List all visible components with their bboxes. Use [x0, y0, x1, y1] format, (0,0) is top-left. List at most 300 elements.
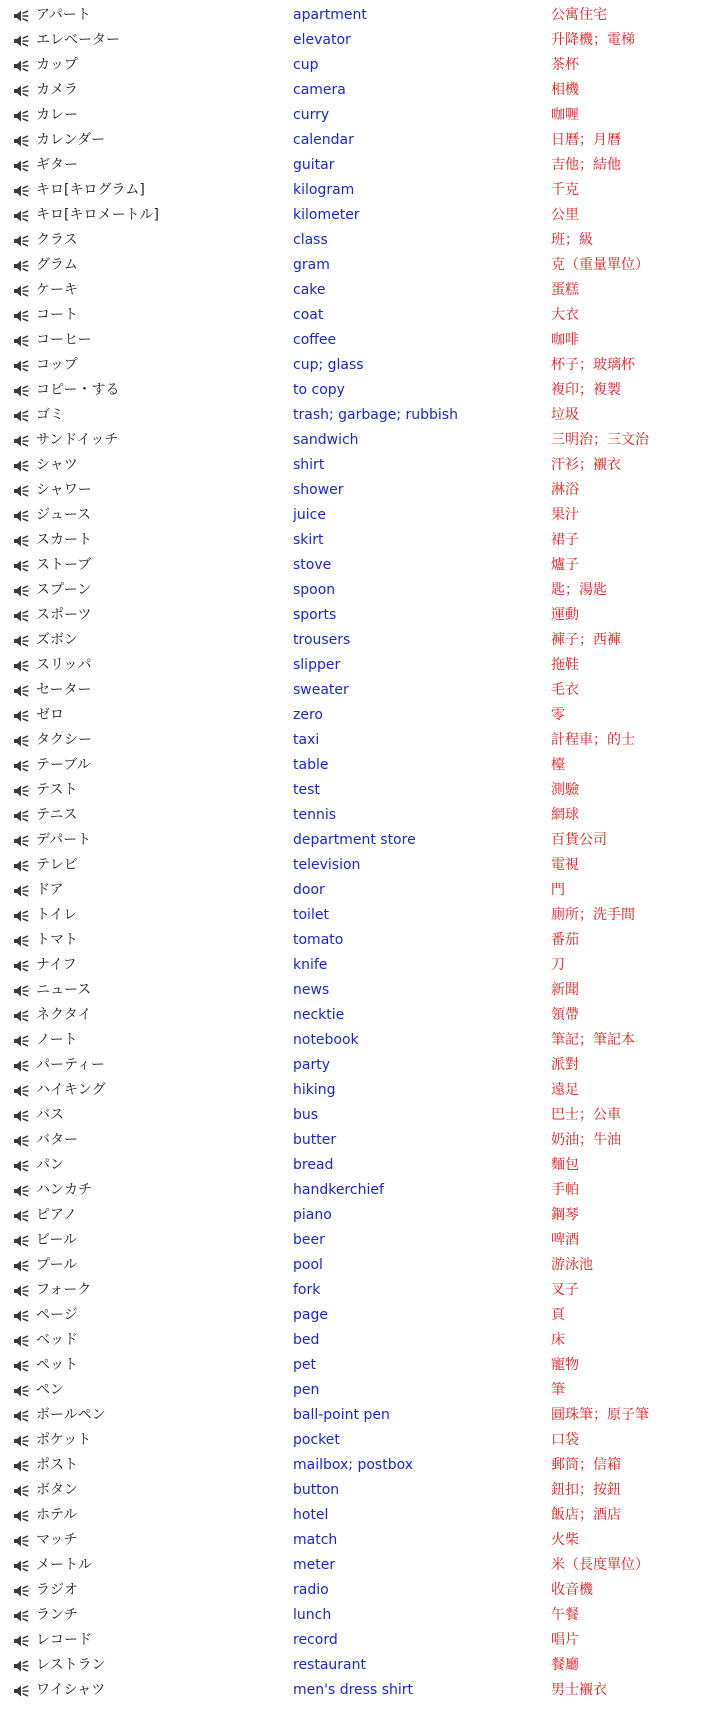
speaker-icon[interactable] — [13, 109, 29, 123]
japanese-word: トイレ — [36, 907, 78, 923]
vocab-row — [0, 928, 720, 953]
vocab-row — [0, 353, 720, 378]
japanese-word: テスト — [36, 782, 78, 798]
speaker-icon[interactable] — [13, 1084, 29, 1098]
speaker-icon[interactable] — [13, 684, 29, 698]
speaker-icon[interactable] — [13, 809, 29, 823]
english-word: tomato — [293, 932, 344, 948]
chinese-word: 茶杯 — [551, 57, 579, 73]
english-word: ball-point pen — [293, 1407, 390, 1423]
vocab-row — [0, 378, 720, 403]
vocab-row — [0, 178, 720, 203]
japanese-word: ゼロ — [36, 707, 64, 723]
japanese-word: ニュース — [36, 982, 92, 998]
english-word: butter — [293, 1132, 337, 1148]
vocab-row — [0, 1303, 720, 1328]
japanese-word: ケーキ — [36, 282, 78, 298]
english-word: radio — [293, 1582, 329, 1598]
japanese-word: クラス — [36, 232, 78, 248]
english-word: department store — [293, 832, 416, 848]
vocab-row — [0, 1453, 720, 1478]
chinese-word: 公里 — [551, 207, 579, 223]
chinese-word: 測驗 — [551, 782, 579, 798]
japanese-word: デパート — [36, 832, 92, 848]
japanese-word: ハイキング — [36, 1082, 106, 1098]
japanese-word: ベッド — [36, 1332, 78, 1348]
japanese-word: コーヒー — [36, 332, 92, 348]
english-word: mailbox; postbox — [293, 1457, 414, 1473]
japanese-word: コップ — [36, 357, 78, 373]
japanese-word: スカート — [36, 532, 92, 548]
chinese-word: 廁所；洗手間 — [551, 907, 635, 923]
japanese-word: ドア — [36, 882, 64, 898]
speaker-icon[interactable] — [13, 359, 29, 373]
english-word: cup; glass — [293, 357, 364, 373]
chinese-word: 淋浴 — [551, 482, 579, 498]
english-word: skirt — [293, 532, 324, 548]
chinese-word: 遠足 — [551, 1082, 579, 1098]
japanese-word: バス — [36, 1107, 64, 1123]
japanese-word: プール — [36, 1257, 78, 1273]
speaker-icon[interactable] — [13, 384, 29, 398]
vocab-row — [0, 1078, 720, 1103]
chinese-word: 克（重量單位） — [551, 257, 649, 273]
speaker-icon[interactable] — [13, 959, 29, 973]
english-word: piano — [293, 1207, 332, 1223]
japanese-word: セーター — [36, 682, 92, 698]
chinese-word: 餐廳 — [551, 1657, 579, 1673]
english-word: handkerchief — [293, 1182, 384, 1198]
speaker-icon[interactable] — [13, 534, 29, 548]
japanese-word: ジュース — [36, 507, 92, 523]
vocab-row — [0, 703, 720, 728]
english-word: pen — [293, 1382, 320, 1398]
speaker-icon[interactable] — [13, 1684, 29, 1698]
japanese-word: アパート — [36, 7, 91, 23]
speaker-icon[interactable] — [13, 284, 29, 298]
chinese-word: 奶油；牛油 — [551, 1132, 621, 1148]
english-word: sports — [293, 607, 337, 623]
speaker-icon[interactable] — [13, 1584, 29, 1598]
vocab-row — [0, 453, 720, 478]
speaker-icon[interactable] — [13, 934, 29, 948]
english-word: notebook — [293, 1032, 359, 1048]
japanese-word: シャワー — [36, 482, 92, 498]
japanese-word: キロ[キロメートル] — [36, 207, 159, 223]
vocab-row — [0, 678, 720, 703]
japanese-word: ペット — [36, 1357, 78, 1373]
vocab-row — [0, 1178, 720, 1203]
speaker-icon[interactable] — [13, 1009, 29, 1023]
vocab-row — [0, 103, 720, 128]
english-word: meter — [293, 1557, 336, 1573]
chinese-word: 鈕扣；按鈕 — [551, 1482, 621, 1498]
vocab-row — [0, 978, 720, 1003]
chinese-word: 網球 — [551, 807, 579, 823]
vocab-row — [0, 1553, 720, 1578]
english-word: knife — [293, 957, 328, 973]
speaker-icon[interactable] — [13, 1359, 29, 1373]
chinese-word: 垃圾 — [551, 407, 579, 423]
japanese-word: テーブル — [36, 757, 91, 773]
chinese-word: 咖啡 — [551, 332, 579, 348]
speaker-icon[interactable] — [13, 509, 29, 523]
speaker-icon[interactable] — [13, 1384, 29, 1398]
japanese-word: ホテル — [36, 1507, 78, 1523]
chinese-word: 米（長度單位） — [551, 1557, 649, 1573]
japanese-word: スプーン — [36, 582, 92, 598]
vocab-row — [0, 578, 720, 603]
english-word: elevator — [293, 32, 351, 48]
vocab-row — [0, 1528, 720, 1553]
english-word: cup — [293, 57, 319, 73]
japanese-word: テレビ — [36, 857, 78, 873]
vocab-row — [0, 1628, 720, 1653]
chinese-word: 領帶 — [551, 1007, 579, 1023]
chinese-word: 褲子；西褲 — [551, 632, 621, 648]
english-word: hiking — [293, 1082, 336, 1098]
chinese-word: 口袋 — [551, 1432, 579, 1448]
japanese-word: ラジオ — [36, 1582, 78, 1598]
speaker-icon[interactable] — [13, 209, 29, 223]
chinese-word: 杯子；玻璃杯 — [551, 357, 635, 373]
speaker-icon[interactable] — [13, 1034, 29, 1048]
vocab-row — [0, 1128, 720, 1153]
speaker-icon[interactable] — [13, 1159, 29, 1173]
vocab-row — [0, 328, 720, 353]
english-word: trousers — [293, 632, 351, 648]
english-word: apartment — [293, 7, 367, 23]
japanese-word: ネクタイ — [36, 1007, 92, 1023]
vocab-row — [0, 403, 720, 428]
japanese-word: ストーブ — [36, 557, 92, 573]
chinese-word: 拖鞋 — [551, 657, 579, 673]
speaker-icon[interactable] — [13, 634, 29, 648]
vocab-row — [0, 503, 720, 528]
vocab-row — [0, 1253, 720, 1278]
vocab-row — [0, 128, 720, 153]
english-word: shirt — [293, 457, 325, 473]
vocab-row — [0, 1353, 720, 1378]
english-word: table — [293, 757, 329, 773]
english-word: tennis — [293, 807, 337, 823]
speaker-icon[interactable] — [13, 159, 29, 173]
chinese-word: 游泳池 — [551, 1257, 593, 1273]
chinese-word: 門 — [551, 882, 565, 898]
english-word: record — [293, 1632, 338, 1648]
japanese-word: レコード — [36, 1632, 92, 1648]
english-word: coat — [293, 307, 324, 323]
speaker-icon[interactable] — [13, 984, 29, 998]
english-word: spoon — [293, 582, 336, 598]
english-word: gram — [293, 257, 330, 273]
english-word: camera — [293, 82, 346, 98]
chinese-word: 大衣 — [551, 307, 579, 323]
speaker-icon[interactable] — [13, 1334, 29, 1348]
english-word: guitar — [293, 157, 335, 173]
speaker-icon[interactable] — [13, 884, 29, 898]
chinese-word: 圓珠筆；原子筆 — [551, 1407, 649, 1423]
speaker-icon[interactable] — [13, 1609, 29, 1623]
speaker-icon[interactable] — [13, 1259, 29, 1273]
english-word: juice — [293, 507, 326, 523]
speaker-icon[interactable] — [13, 1109, 29, 1123]
english-word: restaurant — [293, 1657, 366, 1673]
speaker-icon[interactable] — [13, 734, 29, 748]
english-word: lunch — [293, 1607, 332, 1623]
speaker-icon[interactable] — [13, 834, 29, 848]
english-word: hotel — [293, 1507, 329, 1523]
vocab-row — [0, 1228, 720, 1253]
japanese-word: スポーツ — [36, 607, 92, 623]
vocab-row — [0, 728, 720, 753]
vocab-row — [0, 1053, 720, 1078]
speaker-icon[interactable] — [13, 859, 29, 873]
japanese-word: カップ — [36, 57, 78, 73]
vocab-row — [0, 28, 720, 53]
japanese-word: マッチ — [36, 1532, 78, 1548]
japanese-word: フォーク — [36, 1282, 92, 1298]
japanese-word: エレベーター — [36, 32, 120, 48]
chinese-word: 相機 — [551, 82, 579, 98]
speaker-icon[interactable] — [13, 1659, 29, 1673]
chinese-word: 電視 — [551, 857, 579, 873]
vocab-row — [0, 253, 720, 278]
chinese-word: 麵包 — [551, 1157, 579, 1173]
vocab-row — [0, 778, 720, 803]
speaker-icon[interactable] — [13, 1309, 29, 1323]
japanese-word: ズボン — [36, 632, 78, 648]
speaker-icon[interactable] — [13, 459, 29, 473]
english-word: shower — [293, 482, 344, 498]
chinese-word: 午餐 — [551, 1607, 579, 1623]
chinese-word: 郵筒；信箱 — [551, 1457, 621, 1473]
speaker-icon[interactable] — [13, 1184, 29, 1198]
japanese-word: サンドイッチ — [36, 432, 119, 448]
vocab-row — [0, 78, 720, 103]
speaker-icon[interactable] — [13, 1234, 29, 1248]
speaker-icon[interactable] — [13, 609, 29, 623]
speaker-icon[interactable] — [13, 409, 29, 423]
chinese-word: 公寓住宅 — [551, 7, 607, 23]
japanese-word: ポケット — [36, 1432, 92, 1448]
speaker-icon[interactable] — [13, 1634, 29, 1648]
english-word: toilet — [293, 907, 329, 923]
vocab-row — [0, 303, 720, 328]
speaker-icon[interactable] — [13, 484, 29, 498]
english-word: pool — [293, 1257, 323, 1273]
vocab-row — [0, 853, 720, 878]
vocab-row — [0, 953, 720, 978]
speaker-icon[interactable] — [13, 784, 29, 798]
english-word: kilogram — [293, 182, 355, 198]
english-word: necktie — [293, 1007, 345, 1023]
japanese-word: ボールペン — [36, 1407, 106, 1423]
vocab-row — [0, 153, 720, 178]
english-word: television — [293, 857, 361, 873]
japanese-word: パーティー — [36, 1057, 105, 1073]
chinese-word: 果汁 — [551, 507, 579, 523]
speaker-icon[interactable] — [13, 309, 29, 323]
speaker-icon[interactable] — [13, 434, 29, 448]
speaker-icon[interactable] — [13, 1434, 29, 1448]
vocab-row — [0, 228, 720, 253]
speaker-icon[interactable] — [13, 34, 29, 48]
english-word: match — [293, 1532, 338, 1548]
japanese-word: グラム — [36, 257, 78, 273]
japanese-word: ポスト — [36, 1457, 78, 1473]
chinese-word: 升降機；電梯 — [551, 32, 635, 48]
speaker-icon[interactable] — [13, 1484, 29, 1498]
english-word: bread — [293, 1157, 334, 1173]
japanese-word: コピー・する — [36, 382, 120, 398]
vocab-row — [0, 753, 720, 778]
speaker-icon[interactable] — [13, 659, 29, 673]
chinese-word: 頁 — [551, 1307, 565, 1323]
chinese-word: 筆記；筆記本 — [551, 1032, 635, 1048]
japanese-word: ランチ — [36, 1607, 78, 1623]
chinese-word: 床 — [551, 1332, 565, 1348]
chinese-word: 毛衣 — [551, 682, 579, 698]
chinese-word: 啤酒 — [551, 1232, 579, 1248]
japanese-word: カレー — [36, 107, 78, 123]
japanese-word: カレンダー — [36, 132, 106, 148]
chinese-word: 咖喱 — [551, 107, 579, 123]
japanese-word: テニス — [36, 807, 78, 823]
speaker-icon[interactable] — [13, 1559, 29, 1573]
english-word: cake — [293, 282, 326, 298]
japanese-word: ゴミ — [36, 407, 64, 423]
japanese-word: カメラ — [36, 82, 78, 98]
speaker-icon[interactable] — [13, 909, 29, 923]
chinese-word: 百貨公司 — [551, 832, 607, 848]
english-word: curry — [293, 107, 330, 123]
japanese-word: タクシー — [36, 732, 92, 748]
japanese-word: ナイフ — [36, 957, 77, 973]
english-word: fork — [293, 1282, 321, 1298]
chinese-word: 寵物 — [551, 1357, 579, 1373]
chinese-word: 番茄 — [551, 932, 579, 948]
chinese-word: 新聞 — [551, 982, 579, 998]
speaker-icon[interactable] — [13, 1134, 29, 1148]
english-word: page — [293, 1307, 328, 1323]
vocab-row — [0, 428, 720, 453]
japanese-word: トマト — [36, 932, 78, 948]
japanese-word: キロ[キログラム] — [36, 182, 145, 198]
japanese-word: ギター — [36, 157, 78, 173]
speaker-icon[interactable] — [13, 259, 29, 273]
japanese-word: メートル — [36, 1557, 92, 1573]
english-word: calendar — [293, 132, 354, 148]
vocab-row — [0, 878, 720, 903]
chinese-word: 蛋糕 — [551, 282, 579, 298]
vocab-row — [0, 553, 720, 578]
english-word: beer — [293, 1232, 325, 1248]
japanese-word: ビール — [36, 1232, 78, 1248]
japanese-word: パン — [36, 1157, 64, 1173]
chinese-word: 匙；湯匙 — [551, 582, 607, 598]
vocab-row — [0, 1378, 720, 1403]
speaker-icon[interactable] — [13, 134, 29, 148]
speaker-icon[interactable] — [13, 234, 29, 248]
vocab-row — [0, 803, 720, 828]
english-word: coffee — [293, 332, 337, 348]
chinese-word: 複印；複製 — [551, 382, 621, 398]
vocab-row — [0, 1603, 720, 1628]
chinese-word: 汗衫；襯衣 — [551, 457, 621, 473]
speaker-icon[interactable] — [13, 559, 29, 573]
speaker-icon[interactable] — [13, 1059, 29, 1073]
vocab-row — [0, 203, 720, 228]
english-word: stove — [293, 557, 332, 573]
japanese-word: レストラン — [36, 1657, 106, 1673]
chinese-word: 收音機 — [551, 1582, 593, 1598]
vocab-row — [0, 478, 720, 503]
speaker-icon[interactable] — [13, 9, 29, 23]
vocab-row — [0, 628, 720, 653]
english-word: test — [293, 782, 320, 798]
chinese-word: 手帕 — [551, 1182, 579, 1198]
speaker-icon[interactable] — [13, 709, 29, 723]
english-word: slipper — [293, 657, 341, 673]
vocab-row — [0, 1503, 720, 1528]
speaker-icon[interactable] — [13, 1284, 29, 1298]
japanese-word: ペン — [36, 1382, 64, 1398]
chinese-word: 班；級 — [551, 232, 593, 248]
vocab-row — [0, 1678, 720, 1703]
vocab-row — [0, 903, 720, 928]
speaker-icon[interactable] — [13, 1509, 29, 1523]
japanese-word: ハンカチ — [36, 1182, 92, 1198]
english-word: men's dress shirt — [293, 1682, 414, 1698]
chinese-word: 鋼琴 — [551, 1207, 579, 1223]
vocab-row — [0, 1103, 720, 1128]
vocab-row — [0, 528, 720, 553]
japanese-word: バター — [36, 1132, 78, 1148]
japanese-word: スリッパ — [36, 657, 92, 673]
vocab-row — [0, 278, 720, 303]
japanese-word: コート — [36, 307, 78, 323]
speaker-icon[interactable] — [13, 184, 29, 198]
speaker-icon[interactable] — [13, 1534, 29, 1548]
chinese-word: 叉子 — [551, 1282, 579, 1298]
chinese-word: 派對 — [551, 1057, 579, 1073]
japanese-word: シャツ — [36, 457, 78, 473]
speaker-icon[interactable] — [13, 334, 29, 348]
speaker-icon[interactable] — [13, 59, 29, 73]
vocab-row — [0, 1278, 720, 1303]
chinese-word: 千克 — [551, 182, 579, 198]
chinese-word: 三明治；三文治 — [551, 432, 649, 448]
speaker-icon[interactable] — [13, 1459, 29, 1473]
speaker-icon[interactable] — [13, 1409, 29, 1423]
english-word: to copy — [293, 382, 345, 398]
vocab-row — [0, 1578, 720, 1603]
speaker-icon[interactable] — [13, 584, 29, 598]
speaker-icon[interactable] — [13, 759, 29, 773]
speaker-icon[interactable] — [13, 84, 29, 98]
english-word: zero — [293, 707, 323, 723]
japanese-word: ページ — [36, 1307, 78, 1323]
english-word: bus — [293, 1107, 319, 1123]
chinese-word: 吉他；結他 — [551, 157, 621, 173]
chinese-word: 唱片 — [551, 1632, 579, 1648]
japanese-word: ノート — [36, 1032, 78, 1048]
chinese-word: 男士襯衣 — [551, 1682, 607, 1698]
speaker-icon[interactable] — [13, 1209, 29, 1223]
vocab-row — [0, 1028, 720, 1053]
english-word: news — [293, 982, 330, 998]
